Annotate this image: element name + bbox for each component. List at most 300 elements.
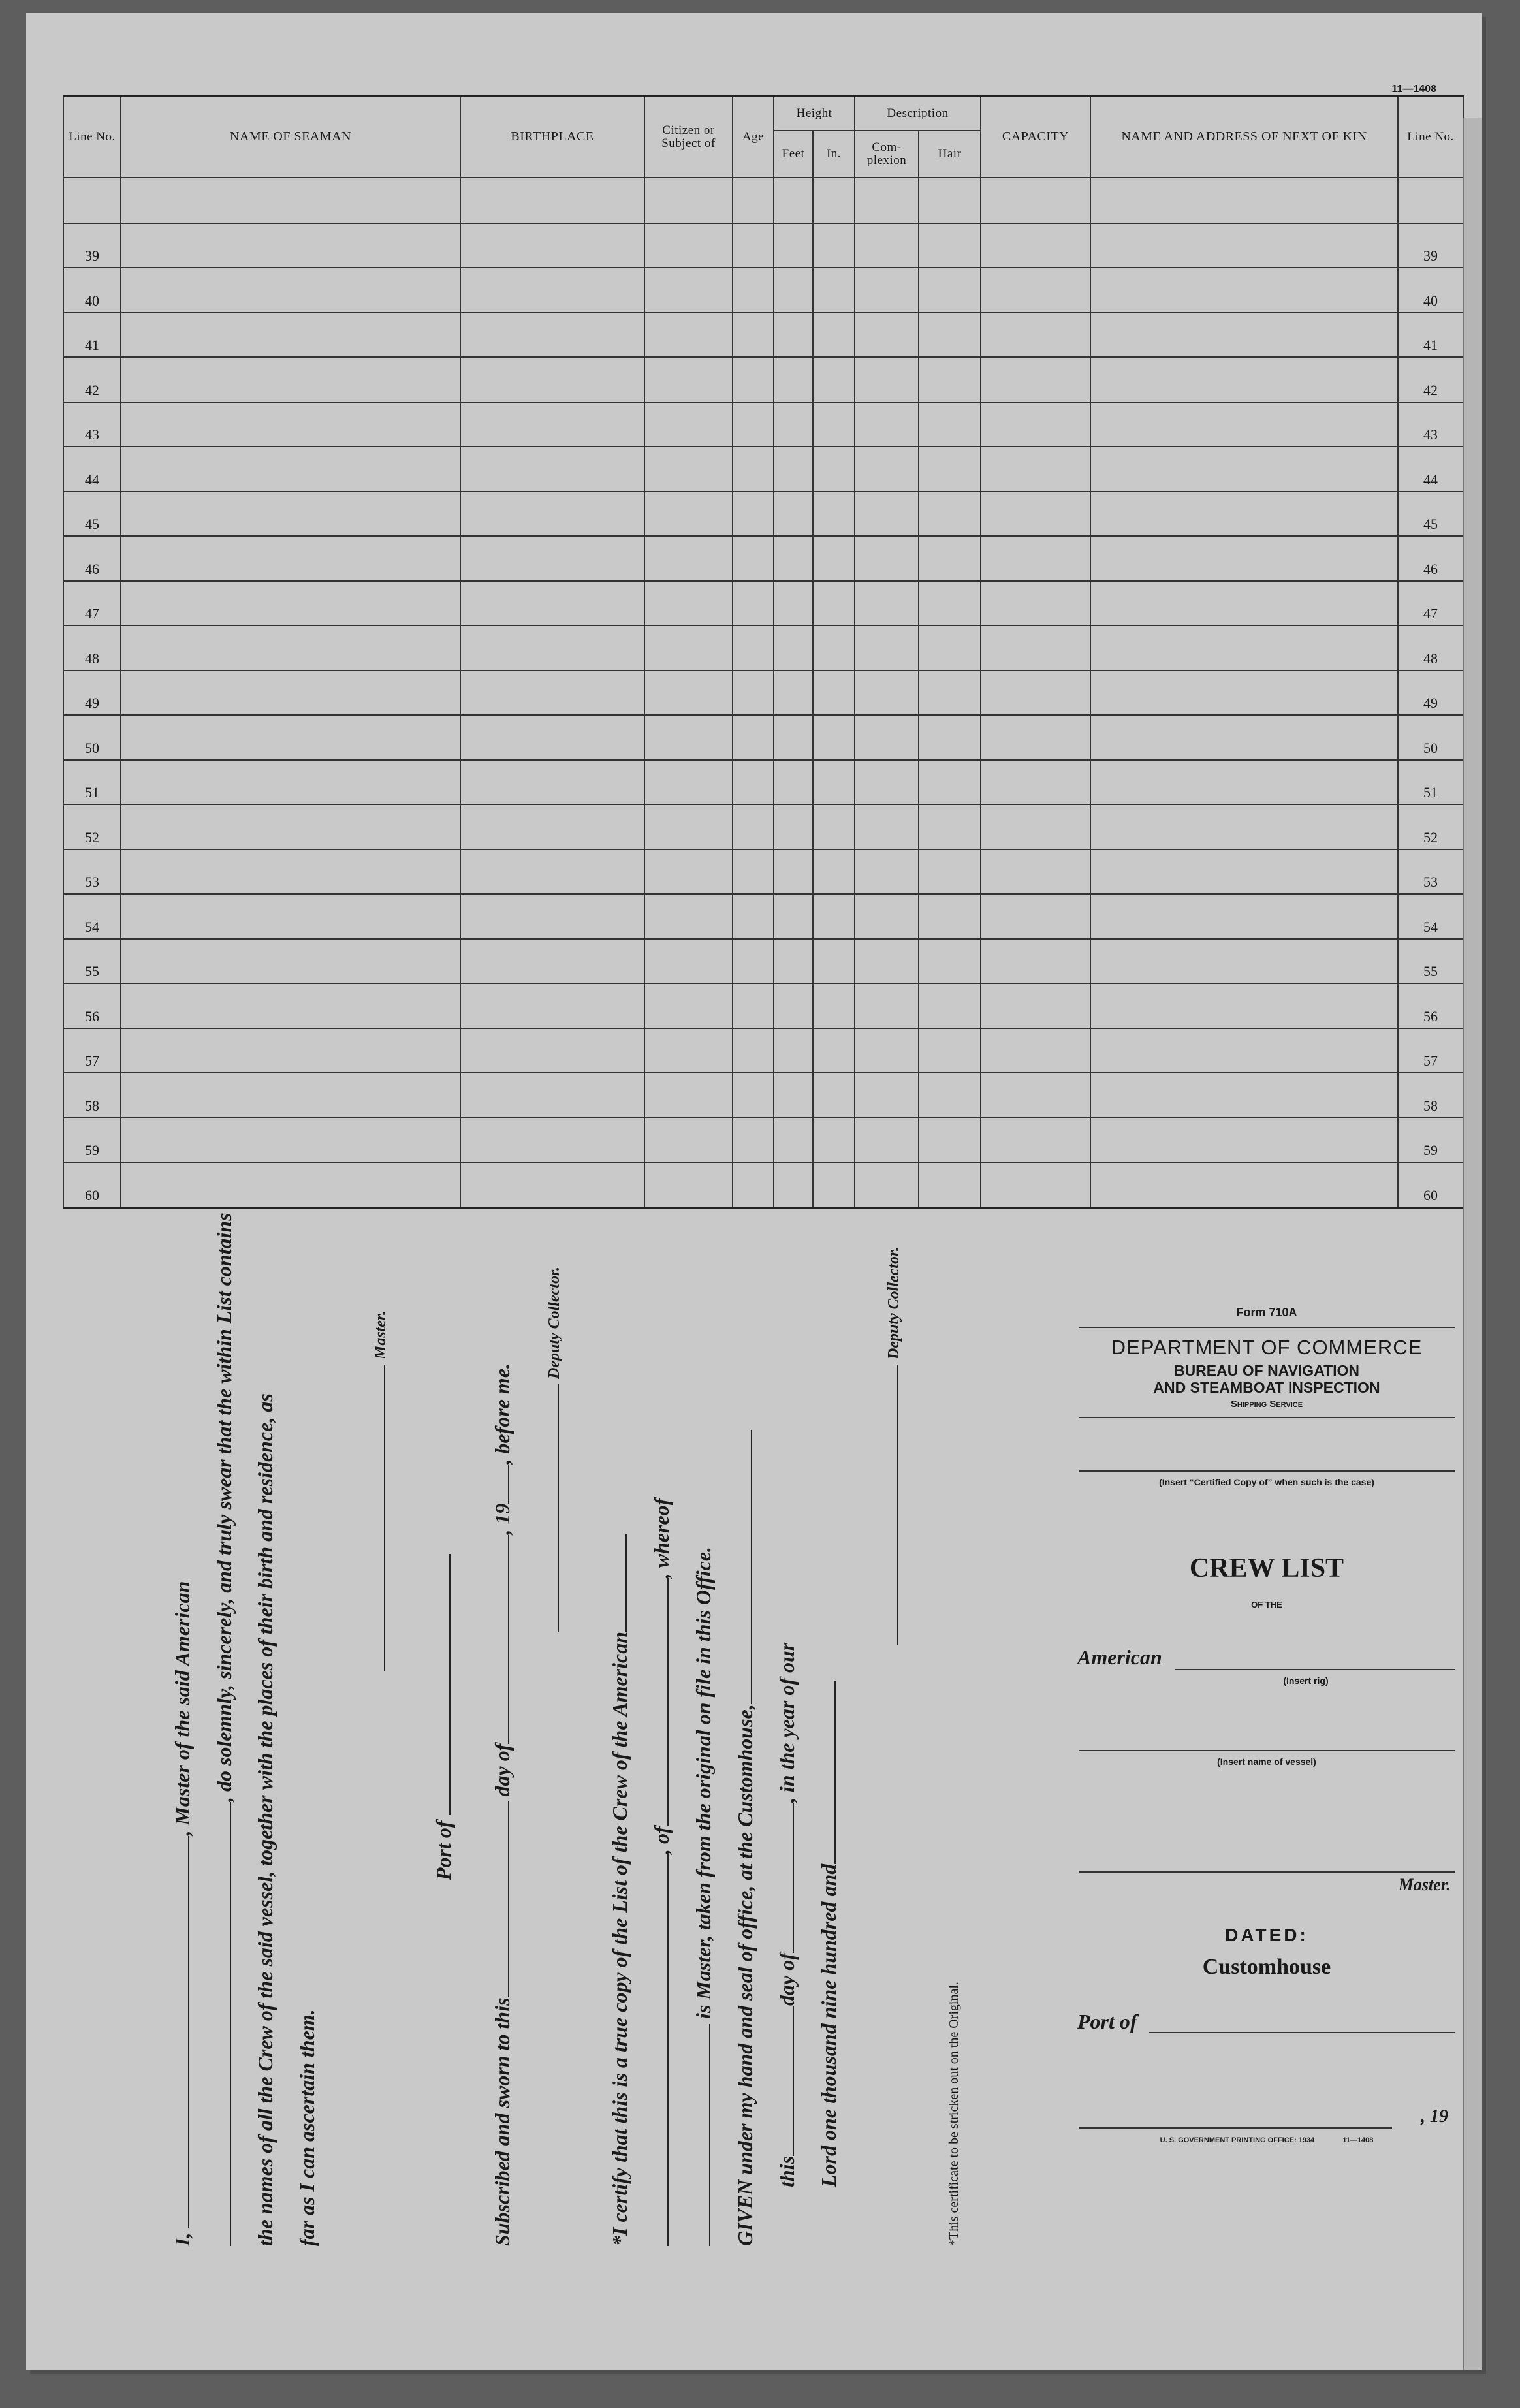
table-row [63,357,1463,402]
table-cell[interactable] [1090,715,1398,760]
table-cell[interactable] [1090,1162,1398,1208]
table-cell[interactable] [919,626,981,671]
table-cell[interactable] [813,581,855,626]
table-cell[interactable] [919,1028,981,1073]
table-cell[interactable] [460,492,644,537]
certify-port-blank[interactable] [649,1578,669,1826]
table-cell[interactable] [855,939,919,984]
table-cell[interactable] [919,536,981,581]
table-cell[interactable] [733,1118,774,1163]
master-signature-label: Master. [372,1310,389,1359]
table-cell[interactable] [644,536,733,581]
table-cell[interactable] [460,671,644,716]
table-cell[interactable] [644,223,733,268]
table-cell[interactable] [774,804,813,849]
table-cell[interactable] [981,536,1090,581]
table-cell[interactable] [1090,849,1398,895]
certificate-footnote: *This certificate to be stricken out on the Original. [947,1982,961,2246]
table-cell[interactable] [644,715,733,760]
line-number-right: 52 [1398,804,1463,849]
table-cell[interactable] [813,357,855,402]
table-cell[interactable] [855,671,919,716]
line-number-right: 50 [1398,715,1463,760]
table-cell[interactable] [733,492,774,537]
table-cell[interactable] [919,894,981,939]
table-cell[interactable] [733,939,774,984]
bureau-line-2: AND STEAMBOAT INSPECTION [1153,1379,1380,1396]
certify-master-blank[interactable] [691,2024,710,2246]
table-cell[interactable] [981,357,1090,402]
bureau-line-1: BUREAU OF NAVIGATION [1173,1362,1360,1379]
table-cell[interactable] [855,760,919,805]
shipping-service: Shipping Service [1230,1399,1303,1410]
table-cell[interactable] [919,313,981,358]
table-cell[interactable] [855,268,919,313]
insert-certified-note: (Insert “Certified Copy of” when such is the case) [1159,1477,1374,1487]
table-cell[interactable] [855,536,919,581]
table-cell[interactable] [121,402,460,447]
crew-table [63,95,1464,1209]
table-cell[interactable] [855,581,919,626]
table-cell[interactable] [1090,894,1398,939]
table-cell[interactable] [981,1118,1090,1163]
table-cell[interactable] [981,402,1090,447]
table-cell[interactable] [733,268,774,313]
table-cell[interactable] [981,223,1090,268]
certify-whereof: , whereof [650,1498,673,1579]
table-cell[interactable] [774,313,813,358]
table-cell[interactable] [644,760,733,805]
line-number: 49 [63,671,121,716]
table-cell[interactable] [774,894,813,939]
table-cell[interactable] [855,357,919,402]
table-cell[interactable] [774,760,813,805]
year-19: , 19 [1421,2106,1448,2127]
oath-as-far: far as I can ascertain them. [295,2009,319,2246]
table-cell[interactable] [733,357,774,402]
table-cell[interactable] [774,1028,813,1073]
table-cell[interactable] [774,268,813,313]
table-cell[interactable] [460,939,644,984]
table-cell[interactable] [460,626,644,671]
header-complexion: Com-plexion [855,131,919,178]
table-row [63,671,1463,716]
table-cell[interactable] [733,223,774,268]
port-of-blank[interactable] [431,1554,451,1815]
deputy-collector-label: Deputy Collector. [546,1267,563,1379]
table-cell[interactable] [733,626,774,671]
table-cell[interactable] [855,983,919,1028]
table-cell[interactable] [460,581,644,626]
table-row [63,492,1463,537]
table-cell[interactable] [774,1073,813,1118]
table-cell[interactable] [121,671,460,716]
header-hair: Hair [919,131,981,178]
table-cell[interactable] [919,983,981,1028]
oath-i: I, [170,2227,194,2246]
header-next-of-kin: NAME AND ADDRESS OF NEXT OF KIN [1090,97,1398,178]
table-cell[interactable] [855,447,919,492]
table-cell[interactable] [919,939,981,984]
table-cell[interactable] [460,849,644,895]
table-cell[interactable] [981,1073,1090,1118]
table-cell[interactable] [981,671,1090,716]
deputy-signature-blank[interactable] [539,1384,559,1632]
table-cell[interactable] [855,492,919,537]
table-cell[interactable] [121,983,460,1028]
table-cell[interactable] [919,268,981,313]
table-cell[interactable] [813,760,855,805]
table-cell[interactable] [774,447,813,492]
subscribed-year-blank[interactable] [490,1465,509,1504]
vessel-name-field[interactable] [1079,1750,1455,1751]
table-cell[interactable] [644,671,733,716]
table-cell[interactable] [981,804,1090,849]
table-cell[interactable] [813,804,855,849]
table-cell[interactable] [1090,671,1398,716]
table-cell[interactable] [919,402,981,447]
line-number: 45 [63,492,121,537]
table-cell[interactable] [813,1073,855,1118]
table-cell[interactable] [813,626,855,671]
table-cell[interactable] [644,849,733,895]
table-cell[interactable] [1090,536,1398,581]
table-cell[interactable] [644,626,733,671]
table-cell[interactable] [1090,760,1398,805]
table-cell[interactable] [813,671,855,716]
oath-names-of-crew: the names of all the Crew of the said vessel, together with the places of their birth and residence, as [253,1393,277,2246]
table-cell[interactable] [855,313,919,358]
port-of-label: Port of [432,1820,455,1880]
table-cell[interactable] [733,447,774,492]
table-cell[interactable] [813,894,855,939]
vessel-name-blank[interactable] [212,1802,231,2246]
port-of-field[interactable] [1149,2032,1455,2033]
header-line-no: Line No. [63,97,121,178]
table-cell[interactable] [121,804,460,849]
table-cell[interactable] [460,760,644,805]
crew-list-title: CREW LIST [1189,1553,1344,1583]
table-cell[interactable] [855,804,919,849]
table-cell[interactable] [774,581,813,626]
table-cell[interactable] [644,268,733,313]
table-cell[interactable] [460,536,644,581]
table-cell[interactable] [733,313,774,358]
table-cell[interactable] [121,1073,460,1118]
table-cell[interactable] [121,313,460,358]
table-cell[interactable] [813,447,855,492]
dated-label: DATED: [1225,1925,1308,1945]
subscribed-month-blank[interactable] [490,1535,509,1744]
table-cell[interactable] [774,715,813,760]
table-cell[interactable] [919,1073,981,1118]
line-number-right: 42 [1398,357,1463,402]
given-day-of: day of [775,1953,799,2006]
date-field[interactable] [1079,2127,1392,2129]
table-cell[interactable] [460,894,644,939]
certify-vessel-blank[interactable] [607,1534,627,1632]
oath-master-of-american: , Master of the said American [170,1581,194,1836]
table-cell[interactable] [919,715,981,760]
table-cell[interactable] [919,447,981,492]
table-cell[interactable] [919,581,981,626]
table-cell[interactable] [460,402,644,447]
table-cell[interactable] [813,492,855,537]
table-cell[interactable] [460,357,644,402]
table-cell[interactable] [733,581,774,626]
table-cell[interactable] [855,223,919,268]
table-cell[interactable] [774,223,813,268]
given-month-blank[interactable] [774,1803,794,1953]
table-cell[interactable] [644,1073,733,1118]
table-cell[interactable] [774,983,813,1028]
table-cell[interactable] [1090,402,1398,447]
master-name-blank[interactable] [170,1836,189,2228]
table-cell[interactable] [855,1073,919,1118]
table-cell[interactable] [644,447,733,492]
table-cell[interactable] [1090,983,1398,1028]
subscribed-day-blank[interactable] [490,1801,509,1997]
customhouse-label: Customhouse [1202,1955,1331,1979]
table-cell[interactable] [981,581,1090,626]
divider [1079,1327,1455,1328]
table-cell[interactable] [644,357,733,402]
table-cell[interactable] [855,894,919,939]
table-cell[interactable] [644,492,733,537]
table-cell[interactable] [981,626,1090,671]
subscribed-year: , 19 [490,1503,514,1535]
table-cell[interactable] [813,402,855,447]
table-cell[interactable] [919,849,981,895]
table-cell[interactable] [644,1028,733,1073]
table-cell[interactable] [644,983,733,1028]
table-cell[interactable] [774,1118,813,1163]
table-cell[interactable] [121,268,460,313]
port-of-label-cover: Port of [1077,2010,1137,2033]
table-cell[interactable] [1090,268,1398,313]
table-cell[interactable] [121,1028,460,1073]
line-number: 56 [63,983,121,1028]
table-cell[interactable] [121,894,460,939]
table-cell[interactable] [733,536,774,581]
table-cell[interactable] [644,939,733,984]
table-cell[interactable] [121,760,460,805]
table-cell[interactable] [813,939,855,984]
page-edge [1463,118,1482,2370]
table-cell[interactable] [981,760,1090,805]
table-cell[interactable] [981,447,1090,492]
table-cell[interactable] [460,1118,644,1163]
master-signature-blank[interactable] [366,1365,385,1671]
table-cell[interactable] [774,492,813,537]
table-row [63,760,1463,805]
table-cell[interactable] [813,536,855,581]
table-cell[interactable] [733,1073,774,1118]
table-cell[interactable] [981,313,1090,358]
table-cell[interactable] [1090,1028,1398,1073]
table-cell[interactable] [919,492,981,537]
table-cell[interactable] [460,268,644,313]
line-number-right: 43 [1398,402,1463,447]
table-cell[interactable] [981,849,1090,895]
table-cell[interactable] [981,1028,1090,1073]
table-cell[interactable] [774,402,813,447]
table-cell[interactable] [1090,1118,1398,1163]
rig-blank[interactable] [1175,1669,1455,1670]
oath-solemnly-swear: , do solemnly, sincerely, and truly swear that the within List contains [212,1212,236,1802]
table-cell[interactable] [855,402,919,447]
table-cell[interactable] [121,1118,460,1163]
form-code-top: 11—1408 [1391,84,1436,95]
table-cell[interactable] [774,357,813,402]
table-cell[interactable] [813,313,855,358]
table-cell[interactable] [460,983,644,1028]
given-day-blank[interactable] [774,2006,794,2156]
table-cell[interactable] [855,715,919,760]
line-number: 52 [63,804,121,849]
table-cell[interactable] [644,313,733,358]
table-cell[interactable] [644,804,733,849]
line-number-right: 44 [1398,447,1463,492]
line-number: 44 [63,447,121,492]
table-cell[interactable] [121,626,460,671]
table-cell[interactable] [774,849,813,895]
table-cell[interactable] [644,1118,733,1163]
table-cell[interactable] [813,268,855,313]
table-cell[interactable] [813,1118,855,1163]
form-page [26,13,1482,2370]
department-title: DEPARTMENT OF COMMERCE [1111,1336,1423,1359]
table-cell[interactable] [1090,492,1398,537]
line-number-right: 39 [1398,223,1463,268]
table-cell[interactable] [919,671,981,716]
table-cell[interactable] [733,715,774,760]
table-cell[interactable] [855,1028,919,1073]
table-cell[interactable] [460,1028,644,1073]
table-cell[interactable] [855,1118,919,1163]
master-name-field[interactable] [1079,1871,1455,1873]
table-row [63,536,1463,581]
table-cell[interactable] [919,760,981,805]
table-cell[interactable] [813,1028,855,1073]
header-age: Age [733,97,774,178]
table-cell[interactable] [121,715,460,760]
table-cell[interactable] [981,715,1090,760]
table-cell[interactable] [733,760,774,805]
table-cell[interactable] [1090,1073,1398,1118]
table-row [63,581,1463,626]
table-cell[interactable] [121,223,460,268]
table-cell[interactable] [981,268,1090,313]
table-cell[interactable] [460,223,644,268]
certified-copy-blank[interactable] [1079,1470,1455,1472]
table-cell[interactable] [733,983,774,1028]
table-cell[interactable] [1090,313,1398,358]
line-number-right: 51 [1398,760,1463,805]
line-number-right: 55 [1398,939,1463,984]
table-cell[interactable] [919,1118,981,1163]
table-row [63,313,1463,358]
table-cell[interactable] [1090,804,1398,849]
table-cell[interactable] [733,894,774,939]
table-cell[interactable] [981,939,1090,984]
table-cell[interactable] [460,1073,644,1118]
given-year-blank[interactable] [816,1681,836,1864]
table-cell[interactable] [460,447,644,492]
table-cell[interactable] [121,536,460,581]
table-row [63,1118,1463,1163]
table-cell[interactable] [981,894,1090,939]
printing-office: U. S. GOVERNMENT PRINTING OFFICE: 1934 [1160,2136,1315,2144]
table-cell[interactable] [460,804,644,849]
table-cell[interactable] [981,492,1090,537]
table-cell[interactable] [121,447,460,492]
table-cell[interactable] [121,357,460,402]
table-cell[interactable] [1090,447,1398,492]
line-number: 46 [63,536,121,581]
table-cell[interactable] [121,581,460,626]
line-number: 43 [63,402,121,447]
table-cell[interactable] [774,671,813,716]
table-cell[interactable] [121,849,460,895]
table-cell[interactable] [1090,357,1398,402]
table-cell[interactable] [121,939,460,984]
line-number-right: 45 [1398,492,1463,537]
table-cell[interactable] [774,939,813,984]
insert-rig-note: (Insert rig) [1283,1675,1329,1686]
header-height: Height [774,97,855,131]
table-cell[interactable] [813,715,855,760]
table-cell[interactable] [813,983,855,1028]
oath-certificate [170,1175,1019,2246]
table-cell[interactable] [644,894,733,939]
table-cell[interactable] [774,536,813,581]
table-cell[interactable] [1090,223,1398,268]
table-row [63,1028,1463,1073]
table-cell[interactable] [1090,626,1398,671]
table-cell[interactable] [460,715,644,760]
line-number-right: 60 [1398,1162,1463,1208]
line-number-right: 53 [1398,849,1463,895]
table-cell[interactable] [919,804,981,849]
table-cell[interactable] [919,357,981,402]
subscribed-sworn: Subscribed and sworn to this [490,1997,514,2246]
given-customhouse-blank[interactable] [733,1430,752,1704]
line-number-right: 47 [1398,581,1463,626]
table-cell[interactable] [733,849,774,895]
certify-rig-blank[interactable] [649,1854,669,2246]
table-cell[interactable] [733,1028,774,1073]
table-cell[interactable] [733,402,774,447]
table-cell[interactable] [813,223,855,268]
table-cell[interactable] [733,671,774,716]
table-cell[interactable] [919,223,981,268]
table-cell[interactable] [1090,939,1398,984]
table-cell[interactable] [460,313,644,358]
table-cell[interactable] [774,626,813,671]
table-row [63,402,1463,447]
deputy-signature-blank-2[interactable] [879,1365,898,1645]
table-cell[interactable] [733,804,774,849]
table-cell[interactable] [855,626,919,671]
table-cell[interactable] [1090,581,1398,626]
table-cell[interactable] [981,983,1090,1028]
table-cell[interactable] [644,581,733,626]
table-cell[interactable] [121,492,460,537]
table-cell[interactable] [644,402,733,447]
table-cell[interactable] [855,849,919,895]
table-cell[interactable] [813,849,855,895]
